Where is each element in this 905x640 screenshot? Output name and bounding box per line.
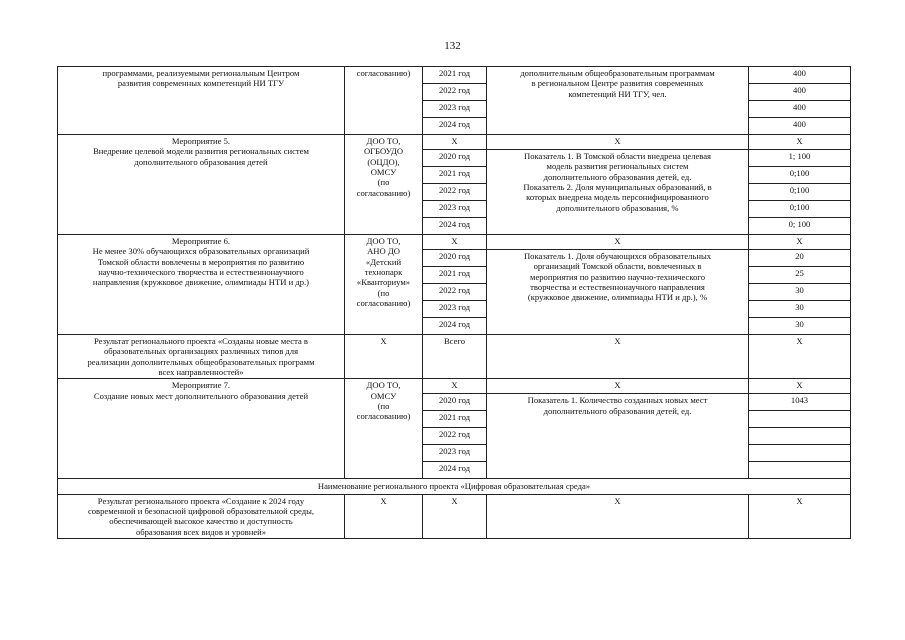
year-cell: Х bbox=[423, 135, 487, 150]
value-cell: 0;100 bbox=[749, 201, 851, 218]
year-cell: 2023 год bbox=[423, 201, 487, 218]
indicator-cell: Х bbox=[487, 335, 749, 379]
indicator-cell: Х bbox=[487, 235, 749, 250]
measure-description: программами, реализуемыми региональным Центром развития современных компетенций НИ ТГУ bbox=[58, 67, 345, 135]
year-cell: 2022 год bbox=[423, 84, 487, 101]
value-cell: 30 bbox=[749, 318, 851, 335]
year-cell: 2020 год bbox=[423, 394, 487, 411]
value-cell: 30 bbox=[749, 301, 851, 318]
value-cell: Х bbox=[749, 494, 851, 538]
page-number: 132 bbox=[444, 40, 461, 52]
year-cell: 2024 год bbox=[423, 462, 487, 479]
year-cell: 2022 год bbox=[423, 184, 487, 201]
responsible-cell: ДОО ТО, ОГБОУДО (ОЦДО), ОМСУ (по согласованию) bbox=[345, 135, 423, 235]
indicator-description: Показатель 1. Доля обучающихся образовательных организаций Томской области, вовлеченных в мероприятия по развитию научно-технического творчества и естественнонаучного направления (кружковое движение, олимпиады НТИ и др.), % bbox=[487, 250, 749, 335]
responsible-cell: согласованию) bbox=[345, 67, 423, 135]
value-cell: Х bbox=[749, 379, 851, 394]
table-row bbox=[58, 335, 851, 379]
measure-description: Мероприятие 5. Внедрение целевой модели развития региональных систем дополнительного образования детей bbox=[58, 135, 345, 235]
year-cell: 2021 год bbox=[423, 267, 487, 284]
responsible-cell: ДОО ТО, ОМСУ (по согласованию) bbox=[345, 379, 423, 479]
value-cell: 20 bbox=[749, 250, 851, 267]
year-cell: Х bbox=[423, 494, 487, 538]
value-cell: Х bbox=[749, 335, 851, 379]
value-cell: Х bbox=[749, 135, 851, 150]
year-cell: 2022 год bbox=[423, 284, 487, 301]
year-cell: 2021 год bbox=[423, 167, 487, 184]
value-cell: 25 bbox=[749, 267, 851, 284]
value-cell: 0;100 bbox=[749, 184, 851, 201]
table-row bbox=[58, 479, 851, 494]
result-description: Результат регионального проекта «Созданы новые места в образовательных организациях различных типов для реализации дополнительных общеобразовательных программ всех направленностей» bbox=[58, 335, 345, 379]
value-cell: 400 bbox=[749, 101, 851, 118]
indicator-cell: Х bbox=[487, 494, 749, 538]
responsible-cell: Х bbox=[345, 335, 423, 379]
value-cell: 1043 bbox=[749, 394, 851, 411]
indicator-description: дополнительным общеобразовательным программам в региональном Центре развития современных компетенций НИ ТГУ, чел. bbox=[487, 67, 749, 135]
value-cell: 400 bbox=[749, 67, 851, 84]
result-description: Результат регионального проекта «Создание к 2024 году современной и безопасной цифровой образовательной среды, обеспечивающей высокое качество и доступность образования всех видов и уровней» bbox=[58, 494, 345, 538]
measure-description: Мероприятие 6. Не менее 30% обучающихся образовательных организаций Томской области вовлечены в мероприятия по развитию научно-технического творчества и естественнонаучного направления (кружковое движение, олимпиады НТИ и др.) bbox=[58, 235, 345, 335]
value-cell: 0; 100 bbox=[749, 218, 851, 235]
year-cell: 2024 год bbox=[423, 218, 487, 235]
table-row bbox=[58, 235, 851, 250]
year-cell: 2023 год bbox=[423, 101, 487, 118]
indicator-cell: Х bbox=[487, 135, 749, 150]
year-cell: Х bbox=[423, 379, 487, 394]
value-cell: 400 bbox=[749, 118, 851, 135]
value-cell: 400 bbox=[749, 84, 851, 101]
table-row bbox=[58, 494, 851, 538]
table-row bbox=[58, 135, 851, 150]
year-cell: 2020 год bbox=[423, 150, 487, 167]
year-cell: 2020 год bbox=[423, 250, 487, 267]
year-cell: 2024 год bbox=[423, 118, 487, 135]
year-cell: 2021 год bbox=[423, 67, 487, 84]
indicator-description: Показатель 1. Количество созданных новых мест дополнительного образования детей, ед. bbox=[487, 394, 749, 479]
year-cell: 2021 год bbox=[423, 411, 487, 428]
measures-table bbox=[57, 66, 851, 539]
year-cell: Всего bbox=[423, 335, 487, 379]
value-cell: 30 bbox=[749, 284, 851, 301]
year-cell: 2024 год bbox=[423, 318, 487, 335]
value-cell bbox=[749, 462, 851, 479]
measure-description: Мероприятие 7. Создание новых мест дополнительного образования детей bbox=[58, 379, 345, 479]
year-cell: 2023 год bbox=[423, 301, 487, 318]
year-cell: 2022 год bbox=[423, 428, 487, 445]
value-cell: Х bbox=[749, 235, 851, 250]
year-cell: 2023 год bbox=[423, 445, 487, 462]
table-row bbox=[58, 67, 851, 84]
indicator-cell: Х bbox=[487, 379, 749, 394]
indicator-description: Показатель 1. В Томской области внедрена целевая модель развития региональных систем дополнительного образования детей, ед. Показатель 2. Доля муниципальных образований, в которых внедрена модель персонифицированного дополнительного образования, % bbox=[487, 150, 749, 235]
responsible-cell: Х bbox=[345, 494, 423, 538]
section-title: Наименование регионального проекта «Цифровая образовательная среда» bbox=[58, 479, 851, 494]
value-cell: 0;100 bbox=[749, 167, 851, 184]
value-cell: 1; 100 bbox=[749, 150, 851, 167]
responsible-cell: ДОО ТО, АНО ДО «Детский технопарк «Кванториум» (по согласованию) bbox=[345, 235, 423, 335]
value-cell bbox=[749, 411, 851, 428]
table-row bbox=[58, 379, 851, 394]
year-cell: Х bbox=[423, 235, 487, 250]
value-cell bbox=[749, 428, 851, 445]
value-cell bbox=[749, 445, 851, 462]
